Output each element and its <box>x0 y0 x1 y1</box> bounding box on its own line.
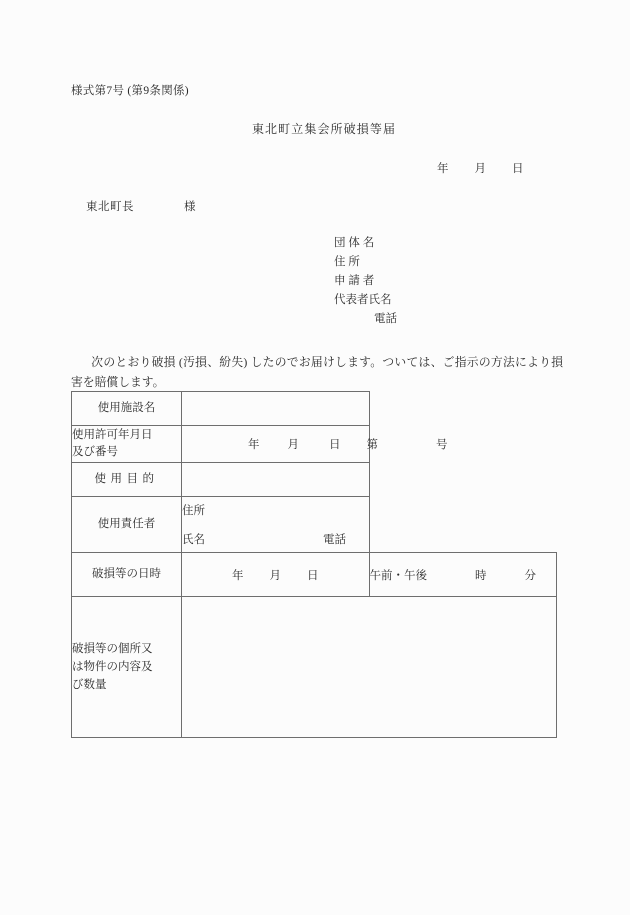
damage-date-field[interactable] <box>182 553 370 597</box>
representative-name-label: 代表者氏名 <box>334 294 392 306</box>
applicant-label: 申 請 者 <box>334 275 375 287</box>
date-month-label: 月 <box>474 163 486 175</box>
table-row-facility <box>72 392 557 426</box>
responsible-telephone-label: 電話 <box>323 534 346 546</box>
date-year-label: 年 <box>437 163 449 175</box>
table-row-responsible-person <box>72 497 557 553</box>
body-paragraph <box>71 352 563 392</box>
addressee <box>86 198 196 214</box>
damage-detail-label-line3: び数量 <box>72 679 107 691</box>
damage-detail-label-line2: は物件の内容及 <box>72 661 153 673</box>
page-title: 東北町立集会所破損等届 <box>251 122 397 136</box>
responsible-person-field[interactable] <box>182 497 370 553</box>
ampm-label: 午前・午後 <box>369 569 427 582</box>
purpose-field[interactable] <box>182 463 370 497</box>
damage-detail-label <box>72 597 182 738</box>
applicant-address-label: 住 所 <box>334 256 360 268</box>
applicant-block <box>334 234 397 329</box>
damage-year-label: 年 <box>232 569 244 582</box>
applicant-telephone-label: 電話 <box>374 313 397 325</box>
table-row-damage-detail <box>72 597 557 738</box>
damage-time-field[interactable] <box>369 553 557 597</box>
permit-number-prefix: 第 <box>366 439 378 451</box>
organization-name-label: 団 体 名 <box>334 237 375 249</box>
damage-detail-field[interactable] <box>182 597 557 738</box>
damage-day-label: 日 <box>307 569 319 582</box>
damage-month-label: 月 <box>269 569 281 582</box>
damage-report-table <box>71 391 557 738</box>
permit-label <box>72 426 182 463</box>
submission-date-line <box>437 160 524 176</box>
permit-date-number-line <box>182 436 448 452</box>
form-code: 様式第7号 (第9条関係) <box>71 85 189 97</box>
table-row-damage-datetime <box>72 553 557 597</box>
responsible-name-label: 氏名 <box>182 534 205 546</box>
permit-year-label: 年 <box>248 439 260 451</box>
responsible-name-row <box>182 531 369 547</box>
minute-label: 分 <box>524 569 536 582</box>
facility-name-label: 使用施設名 <box>72 392 182 426</box>
permit-field[interactable] <box>182 426 448 463</box>
permit-number-suffix: 号 <box>436 439 448 451</box>
responsible-address-label: 住所 <box>182 505 205 517</box>
permit-label-line1: 使用許可年月日 <box>72 429 153 441</box>
facility-name-field[interactable] <box>182 392 370 426</box>
date-day-label: 日 <box>512 163 524 175</box>
permit-month-label: 月 <box>287 439 299 451</box>
addressee-name: 東北町長 <box>86 201 134 213</box>
damage-detail-label-line1: 破損等の個所又 <box>72 643 153 655</box>
hour-label: 時 <box>475 569 487 582</box>
addressee-honorific: 様 <box>184 201 196 213</box>
permit-label-line2: 及び番号 <box>72 446 118 458</box>
permit-day-label: 日 <box>329 439 341 451</box>
body-paragraph-text: 次のとおり破損 (汚損、紛失) したのでお届けします。ついては、ご指示の方法により損害を賠償します。 <box>71 355 563 389</box>
table-row-purpose <box>72 463 557 497</box>
damage-datetime-label: 破損等の日時 <box>72 553 182 597</box>
table-row-permit <box>72 426 557 463</box>
responsible-person-label: 使用責任者 <box>72 497 182 553</box>
purpose-label: 使用目的 <box>72 463 182 497</box>
